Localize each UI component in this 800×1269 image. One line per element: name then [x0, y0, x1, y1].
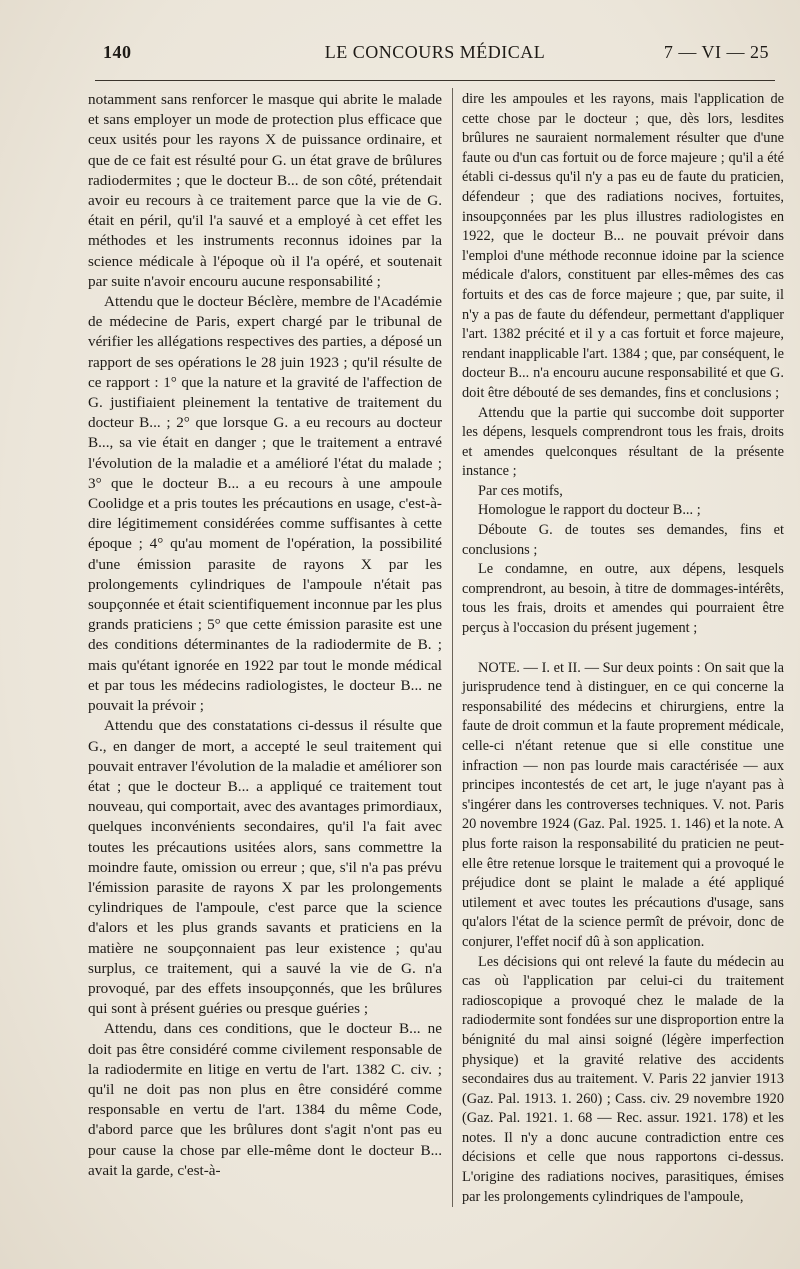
- left-column: [88, 90, 442, 1181]
- left-paragraph-4: Attendu, dans ces conditions, que le docteur B... ne doit pas être considéré comme civilement responsable de la radiodermite en litige en vertu de l'art. 1382 C. civ. ; qu'il ne doit pas non plus en être considéré comme responsable en vertu de l'art. 1384 du même Code, d'abord parce que les brûlures dont s'agit n'ont pas eu pour cause la chose par elle-même dont le docteur B... avait la garde, c'est-à-: [88, 1020, 442, 1179]
- left-paragraph-1: notamment sans renforcer le masque qui abrite le malade et sans employer un mode de protection plus efficace que ceux usités pour les rayons X de puissance ordinaire, et que de ce fait est résulté pour G. un état grave de brûlures radiodermites ; que le docteur B... de son côté, prétendait avoir eu recours à ce traitement parce que la vie de G. était en péril, qu'il l'a sauvé et a employé à cet effet les méthodes et les instruments reconnus idoines par la science médicale à l'époque où il l'a opéré, et soutenait par suite n'avoir encouru aucune responsabilité ;: [88, 91, 442, 290]
- right-paragraph-5: Déboute G. de toutes ses demandes, fins et conclusions ;: [462, 522, 784, 558]
- right-paragraph-1: dire les ampoules et les rayons, mais l'application de cette chose par le docteur ; que, dès lors, lesdites brûlures ne sauraient normalement résulter que d'une faute ou d'un cas fortuit ou de force majeure ; qu'il a été établi ci-dessus qu'il n'y a pas eu de faute du praticien, défendeur ; que des radiations nocives, fortuites, insoupçonnées par les plus illustres radiologistes en 1922, que le docteur B... ne pouvait prévoir dans l'emploi d'une méthode reconnue idoine par la science médicale d'alors, constituent par elles-mêmes des cas fortuits et des cas de force majeure ; que, par suite, il n'y a pas de faute du défendeur, permettant d'appliquer l'art. 1382 précité et il y a cas fortuit et force majeure, rendant inapplicable l'art. 1384 ; que, par conséquent, le docteur B... n'a encouru aucune responsabilité et que G. doit être débouté de ses demandes, fins et conclusions ;: [462, 91, 784, 401]
- issue-date: 7 — VI — 25: [663, 42, 769, 62]
- left-paragraph-3: Attendu que des constatations ci-dessus il résulte que G., en danger de mort, a accepté le seul traitement qui pouvait entraver l'évolution de la maladie et améliorer son état ; que le docteur B... a appliqué ce traitement tout nouveau, qui comportait, avec des avantages primordiaux, quelques inconvénients secondaires, qu'il l'a fait avec toutes les précautions usitées alors, sans commettre la moindre faute, omission ou erreur ; que, s'il n'a pas prévu l'émission parasite de rayons X par les prolongements cylindriques de l'ampoule, c'est parce que la science d'alors et les plus grands savants et praticiens en la matière ne soupçonnaient pas leur existence ; qu'au surplus, ce traitement, qui a sauvé la vie de G. n'a provoqué, par des effets insoupçonnés, que les brûlures qui sont à présent guéries ou presque guéries ;: [88, 717, 442, 1018]
- left-paragraph-2: Attendu que le docteur Béclère, membre de l'Académie de médecine de Paris, expert chargé par le tribunal de vérifier les allégations respectives des parties, a déposé un rapport de ses opérations le 28 juin 1923 ; qu'il résulte de ce rapport : 1° que la nature et la gravité de l'affection de G. justifiaient pleinement la tentative de traitement du docteur B... ; 2° que lorsque G. a eu recours au docteur B..., sa vie était en danger ; que le traitement a entravé l'évolution de la maladie et a amélioré l'état du malade ; 3° que le docteur B... a eu recours à une ampoule Coolidge et a pris toutes les précautions en usage, c'est-à-dire légitimement considérées comme suffisantes à cette époque ; 4° qu'au moment de l'opération, la possibilité d'une émission parasite de rayons X par les prolongements cylindriques de l'ampoule n'était pas soupçonnée et était scientifiquement inconnue par les plus grands praticiens ; 5° que cette émission parasite est une des conditions déterminantes de la radiodermite de B. ; mais qu'étant ignorée en 1922 par tout le monde médical et par tous les médecins radiologistes, le docteur B... ne pouvait la prévoir ;: [88, 293, 442, 715]
- right-paragraph-6: Le condamne, en outre, aux dépens, lesquels comprendront, au besoin, à titre de dommages-intérêts, tous les frais, droits et amendes qui pourraient être perçus à l'occasion du présent jugement ;: [462, 561, 784, 637]
- page-number: 140: [103, 42, 132, 62]
- header-rule: [95, 80, 775, 81]
- right-paragraph-3: Par ces motifs,: [478, 482, 563, 499]
- journal-title: LE CONCOURS MÉDICAL: [324, 42, 546, 62]
- page-header: [95, 38, 775, 64]
- right-paragraph-4: Homologue le rapport du docteur B... ;: [478, 502, 701, 519]
- right-paragraph-8: Les décisions qui ont relevé la faute du médecin au cas où l'application par celui-ci du traitement radioscopique a provoqué chez le malade de la radiodermite sont fondées sur une disproportion entre la bénignité du mal ainsi soigné (légère imperfection physique) et la gravité relative des accidents secondaires dus au traitement. V. Paris 22 janvier 1913 (Gaz. Pal. 1913. 1. 260) ; Cass. civ. 29 novembre 1920 (Gaz. Pal. 1921. 1. 68 — Rec. assur. 1921. 178) et les notes. Il n'y a donc aucune contradiction entre ces décisions et celle que nous rapportons ci-dessus. L'origine des radiations nocives, parasitiques, émises par les prolongements cylindriques de l'ampoule,: [462, 953, 784, 1205]
- right-paragraph-2: Attendu que la partie qui succombe doit supporter les dépens, lesquels comprendront tous les frais, droits et amendes quelconques résultant de la présente instance ;: [462, 404, 784, 480]
- note-paragraph: NOTE. — I. et II. — Sur deux points : On sait que la jurisprudence tend à distinguer, en ce qui concerne la responsabilité des médecins et chirurgiens, entre la faute de droit commun et la faute proprement médicale, celle-ci n'étant retenue que si elle constitue une infraction — non pas lourde mais caractérisée — aux principes incontestés de cet art, le juge n'ayant pas à s'ingérer dans les controverses techniques. V. not. Paris 20 novembre 1924 (Gaz. Pal. 1925. 1. 146) et la note. A plus forte raison la responsabilité du praticien ne peut-elle être retenue lorsque le traitement qui a provoqué le préjudice dont se plaint le malade a été appliqué utilement et avec toutes les précautions d'usage, sans qu'alors l'état de la science permît de prévoir, donc de conjurer, l'effet nocif dû à son application.: [462, 659, 784, 950]
- right-column: [462, 90, 784, 1207]
- column-divider: [452, 88, 453, 1207]
